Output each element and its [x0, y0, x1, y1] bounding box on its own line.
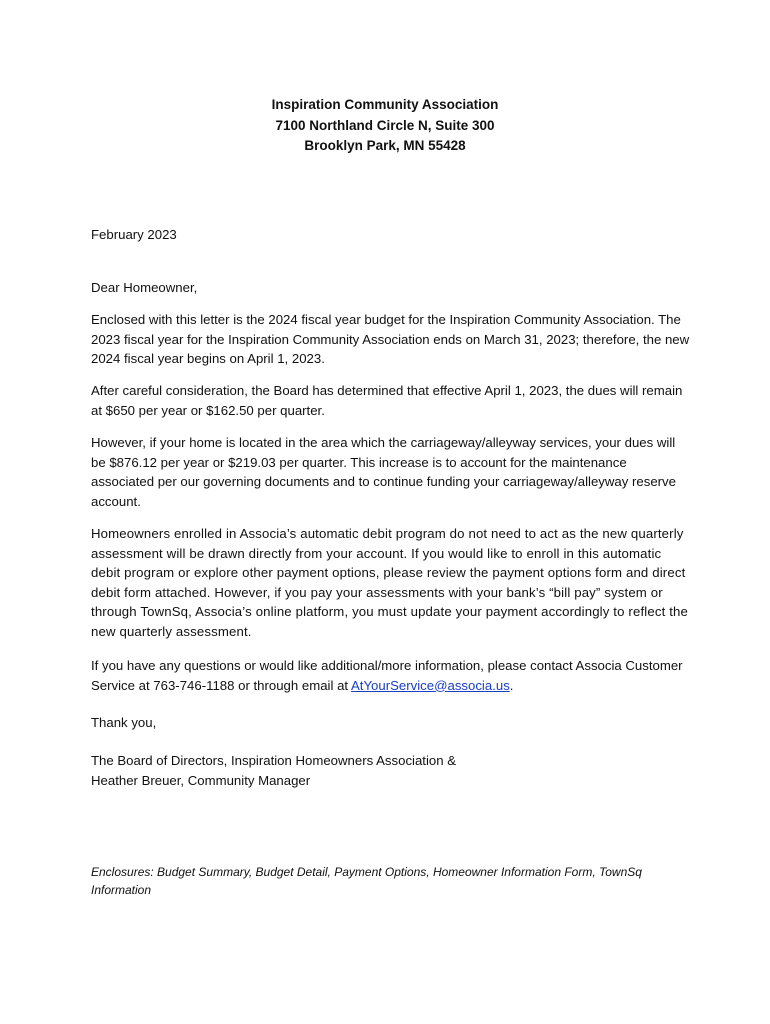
salutation: Dear Homeowner, [91, 280, 198, 295]
email-link[interactable]: AtYourService@associa.us [351, 677, 510, 693]
signature-block [91, 751, 691, 790]
paragraph-carriageway-dues: However, if your home is located in the area which the carriageway/alleyway services, your dues will be $876.12 per year or $219.03 per quarter. This increase is to account for the maintenance associated per our governing documents and to continue funding your carriageway/alleyway reserve account. [91, 435, 676, 509]
enclosures-note: Enclosures: Budget Summary, Budget Detail, Payment Options, Homeowner Information Form, TownSq Information [91, 865, 642, 897]
paragraph-dues: After careful consideration, the Board has determined that effective April 1, 2023, the dues will remain at $650 per year or $162.50 per quarter. [91, 383, 683, 418]
paragraph-budget-intro: Enclosed with this letter is the 2024 fiscal year budget for the Inspiration Community Association. The 2023 fiscal year for the Inspiration Community Association ends on March 31, 2023; therefore, the new 2024 fiscal year begins on April 1, 2023. [91, 312, 690, 366]
contact-text-end: . [509, 677, 514, 693]
closing: Thank you, [91, 715, 157, 730]
contact-text: If you have any questions or would like additional/more information, please contact Associa Customer Service at 763-746-1188 or through email at [91, 658, 683, 693]
letterhead [0, 95, 770, 157]
letter-date: February 2023 [91, 227, 177, 242]
paragraph-automatic-debit: Homeowners enrolled in Associa’s automatic debit program do not need to act as the new quarterly assessment will be drawn directly from your account. If you would like to enroll in this automatic debit program or explore other payment options, please review the payment options form and direct debit form attached. However, if you pay your assessments with your bank’s “bill pay” system or through TownSq, Associa’s online platform, you must update your payment accordingly to reflect the new quarterly assessment. [91, 526, 688, 639]
street-address: 7100 Northland Circle N, Suite 300 [275, 117, 495, 133]
signature-line-manager: Heather Breuer, Community Manager [91, 772, 311, 788]
signature-line-board: The Board of Directors, Inspiration Homeowners Association & [91, 753, 457, 768]
city-state-zip: Brooklyn Park, MN 55428 [304, 138, 466, 153]
organization-name: Inspiration Community Association [271, 97, 499, 112]
paragraph-contact [91, 656, 691, 695]
